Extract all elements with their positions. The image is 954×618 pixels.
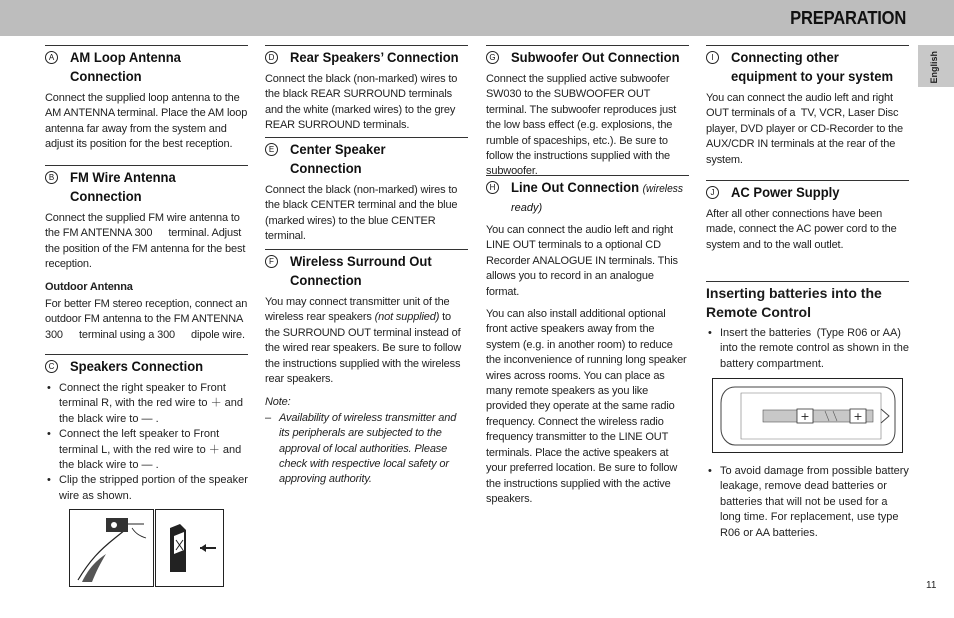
section-title: AC Power Supply bbox=[731, 184, 840, 200]
section-title: AM Loop Antenna bbox=[70, 49, 181, 65]
section-title: Center Speaker bbox=[290, 141, 386, 157]
battery-list-1 bbox=[706, 326, 909, 372]
list-item: • Connect the right speaker to Front terminal R, with the red wire to ＋ and the black wire to — . bbox=[45, 381, 248, 427]
section-rear-speakers bbox=[265, 45, 468, 134]
section-title-line2: Remote Control bbox=[706, 304, 811, 320]
language-tab-label: English bbox=[929, 51, 939, 84]
section-subwoofer bbox=[486, 45, 689, 180]
section-title: Connecting other bbox=[731, 49, 839, 65]
note-text: – Availability of wireless transmitter and its peripherals are subjected to the approval of local authorities. Please check with respective local safety or approving authority. bbox=[265, 411, 468, 488]
section-title: FM Wire Antenna bbox=[70, 169, 176, 185]
section-title: Wireless Surround Out bbox=[290, 253, 432, 269]
battery-list-2 bbox=[706, 464, 909, 541]
section-other-equipment bbox=[706, 45, 909, 168]
section-title: Line Out Connection bbox=[511, 179, 640, 195]
section-body: You can also install additional optional front active speakers away from the system (e.g. in another room) to reduce the inconvenience of running long speaker wires across rooms. You can place as many remote speakers as you like provided they operate at the same radio frequency. Connect the wireless radio frequency transmitter to the LINE OUT terminals. Place the active speakers at your preferred location. Be sure to follow the instructions supplied with the active speakers. bbox=[486, 308, 687, 505]
section-line-out bbox=[486, 175, 689, 507]
section-title: Inserting batteries into the bbox=[706, 285, 882, 301]
list-item: • Clip the stripped portion of the speaker wire as shown. bbox=[45, 473, 248, 504]
speaker-terminal-figure bbox=[155, 509, 224, 587]
section-title-line2: Connection bbox=[70, 188, 142, 204]
list-item: • Connect the left speaker to Front terminal L, with the red wire to ＋ and the black wire to — . bbox=[45, 427, 248, 473]
battery-compartment-figure bbox=[712, 378, 903, 453]
section-letter-badge: I bbox=[706, 51, 719, 64]
battery-compartment-illustration bbox=[713, 379, 902, 452]
svg-text:+: + bbox=[853, 410, 863, 423]
page-title: PREPARATION bbox=[789, 8, 906, 28]
section-letter-badge: A bbox=[45, 51, 58, 64]
section-letter-badge: B bbox=[45, 171, 58, 184]
svg-text:+: + bbox=[800, 410, 810, 423]
section-body: You can connect the audio left and right OUT terminals of a TV, VCR, Laser Disc player, DVD player or CD-Recorder to the AUX/CDR IN terminals at the rear of the system. bbox=[706, 92, 903, 166]
section-wireless-surround bbox=[265, 249, 468, 488]
list-item: • To avoid damage from possible battery leakage, remove dead batteries or batteries that will not be used for a long time. For replacement, use type R06 or AA batteries. bbox=[706, 464, 909, 541]
speaker-clip-illustration bbox=[70, 510, 153, 586]
section-title-note-line2: ready) bbox=[511, 202, 543, 214]
section-body: Connect the black (non-marked) wires to the black CENTER terminal and the blue (marked wires) to the blue CENTER terminal. bbox=[265, 184, 458, 243]
section-title: Subwoofer Out Connection bbox=[511, 49, 680, 65]
section-body: Connect the black (non-marked) wires to the black REAR SURROUND terminals and the white (marked wires) to the grey REAR SURROUND terminals. bbox=[265, 73, 458, 132]
section-letter-badge: J bbox=[706, 186, 719, 199]
section-body: After all other connections have been made, connect the AC power cord to the system and to the wall outlet. bbox=[706, 208, 897, 251]
section-center-speaker bbox=[265, 137, 468, 245]
body-text: to the SURROUND OUT terminal instead of the wired rear speakers. Be sure to follow the instructions supplied with the wireless rear speakers. bbox=[265, 311, 462, 386]
body-text-italic: (not supplied) bbox=[374, 311, 440, 324]
section-body: You can connect the audio left and right LINE OUT terminals to a optional CD Recorder ANALOGUE IN terminals. This allows you to record in an analogue format. bbox=[486, 224, 678, 298]
section-title-note: (wireless bbox=[642, 183, 684, 195]
note-label: Note: bbox=[265, 396, 291, 409]
section-speakers bbox=[45, 354, 248, 504]
section-body: Connect the supplied FM wire antenna to the FM ANTENNA 300 terminal. Adjust the position of the FM antenna for the best reception. bbox=[45, 212, 246, 271]
section-body: Connect the supplied loop antenna to the AM ANTENNA terminal. Place the AM loop antenna far away from the system and adjust its position for the best reception. bbox=[45, 92, 248, 151]
section-title: Rear Speakers’ Connection bbox=[290, 49, 459, 65]
section-letter-badge: H bbox=[486, 181, 499, 194]
section-am-antenna bbox=[45, 45, 248, 153]
section-title-line2: Connection bbox=[290, 272, 362, 288]
section-ac-power bbox=[706, 180, 909, 253]
section-letter-badge: D bbox=[265, 51, 278, 64]
outdoor-antenna-body: For better FM stereo reception, connect an outdoor FM antenna to the FM ANTENNA 300 terminal using a 300 dipole wire. bbox=[45, 298, 248, 341]
language-tab bbox=[918, 45, 954, 87]
section-letter-badge: E bbox=[265, 143, 278, 156]
section-body: Connect the supplied active subwoofer SW030 to the SUBWOOFER OUT terminal. The subwoofer reproduces just the low bass effect (e.g. explosions, the rumble of spaceships, etc.). Be sure to follow the instructions supplied with the subwoofer. bbox=[486, 73, 677, 178]
section-title: Speakers Connection bbox=[70, 358, 204, 374]
section-fm-antenna bbox=[45, 165, 248, 343]
section-batteries bbox=[706, 281, 909, 322]
section-letter-badge: C bbox=[45, 360, 58, 373]
page-number: 11 bbox=[926, 580, 937, 591]
outdoor-antenna-heading: Outdoor Antenna bbox=[45, 280, 133, 293]
speaker-wire-clip-figure bbox=[69, 509, 154, 587]
section-letter-badge: G bbox=[486, 51, 499, 64]
section-body bbox=[265, 295, 468, 387]
body-text: You may connect transmitter unit of the wireless rear speakers bbox=[265, 296, 450, 324]
section-title-line2: Connection bbox=[290, 160, 362, 176]
list-item: • Insert the batteries (Type R06 or AA) into the remote control as shown in the battery compartment. bbox=[706, 326, 909, 372]
section-letter-badge: F bbox=[265, 255, 278, 268]
section-title-line2: equipment to your system bbox=[731, 68, 894, 84]
speaker-terminal-illustration bbox=[156, 510, 223, 586]
section-title-line2: Connection bbox=[70, 68, 142, 84]
